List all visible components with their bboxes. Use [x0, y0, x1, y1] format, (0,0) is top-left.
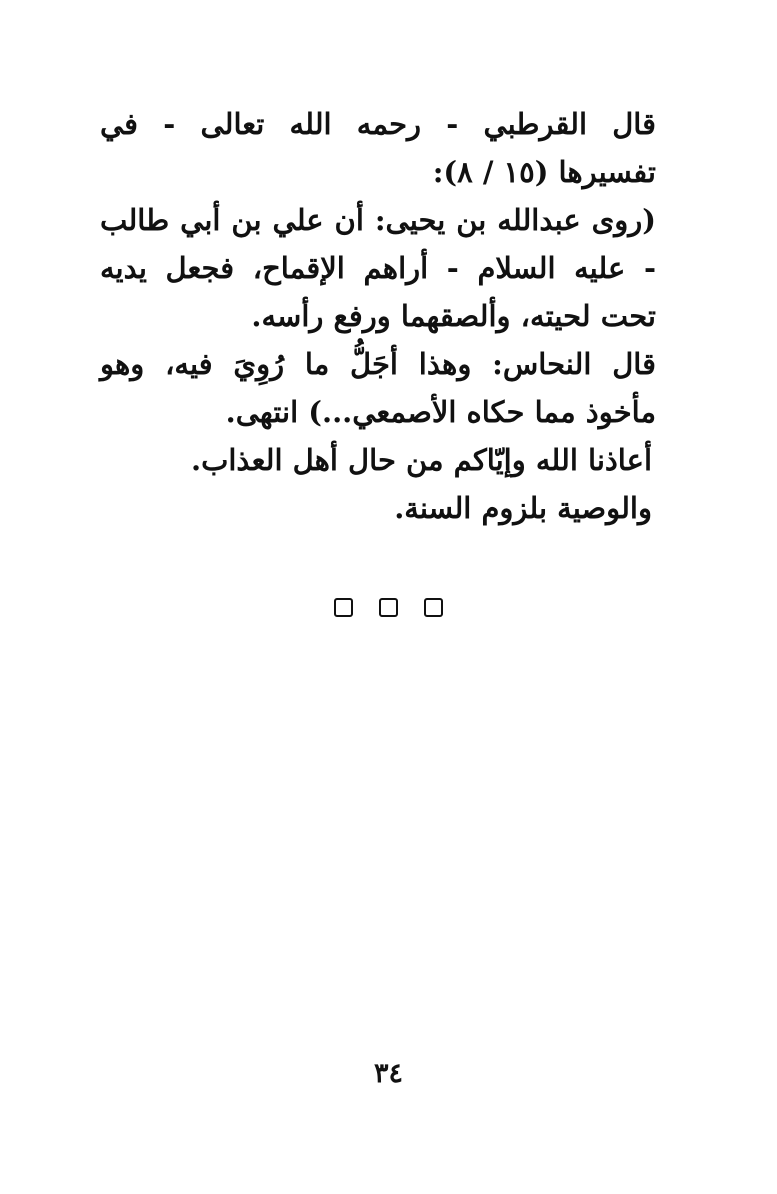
paragraph-intro: قال القرطبي - رحمه الله تعالى - في تفسيرها (١٥ / ٨): — [100, 107, 656, 189]
section-divider — [0, 598, 777, 617]
divider-square-icon — [424, 598, 443, 617]
paragraph-quote: (روى عبدالله بن يحيى: أن علي بن أبي طالب - عليه السلام - أراهم الإقماح، فجعل يديه تحت لحيته، وألصقهما ورفع رأسه. — [100, 203, 656, 333]
body-text — [100, 100, 694, 532]
paragraph-supplication: أعاذنا الله وإيّاكم من حال أهل العذاب. — [190, 443, 652, 477]
paragraph-nahhas: قال النحاس: وهذا أجَلُّ ما رُوِيَ فيه، وهو مأخوذ مما حكاه الأصمعي...) انتهى. — [100, 347, 656, 429]
page-number: ٣٤ — [373, 1058, 403, 1089]
divider-square-icon — [334, 598, 353, 617]
divider-square-icon — [379, 598, 398, 617]
paragraph-advice: والوصية بلزوم السنة. — [394, 491, 652, 525]
